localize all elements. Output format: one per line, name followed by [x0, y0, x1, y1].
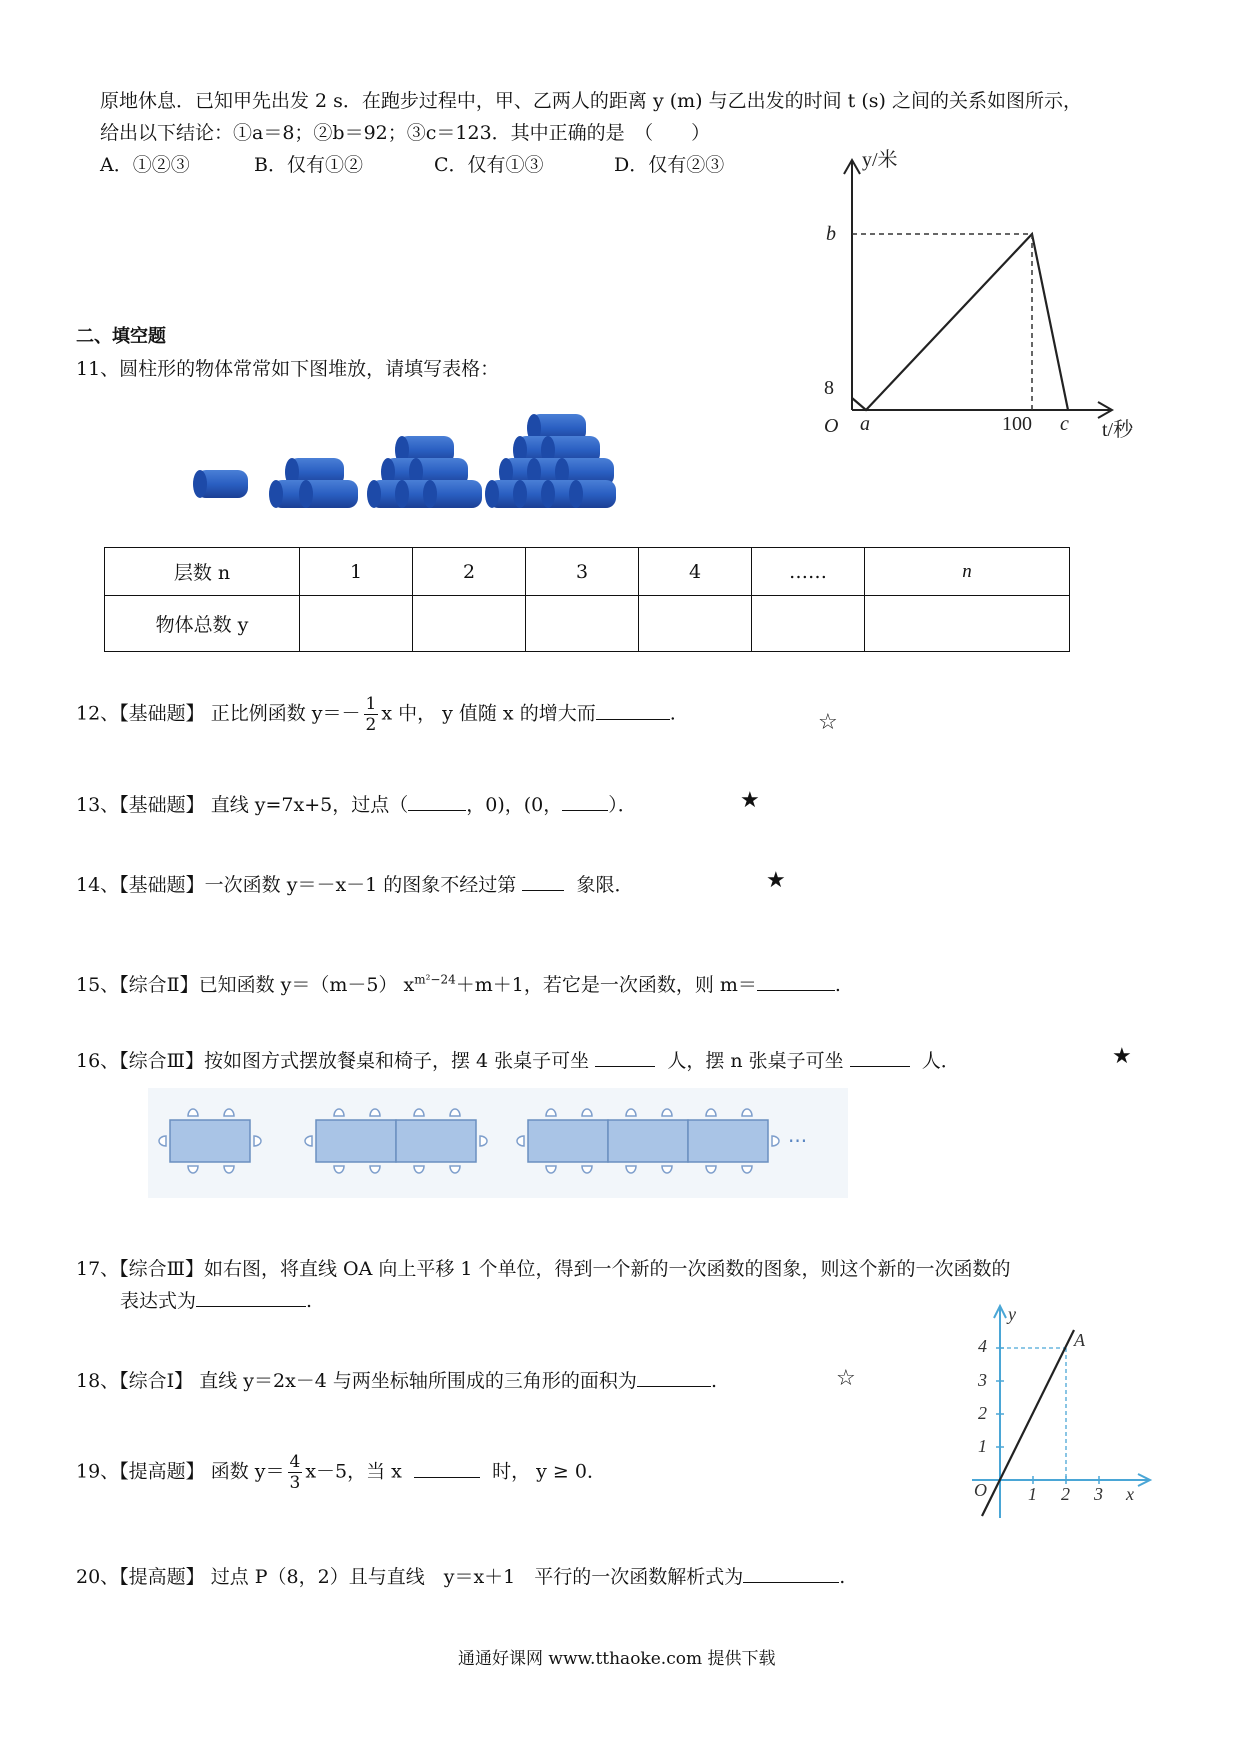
q13-prefix: 13、【基础题】 直线 y=7x+5，过点（ [76, 794, 409, 816]
q15-end: . [834, 974, 841, 996]
q12-suffix: x 中， y 值随 x 的增大而 [381, 702, 596, 725]
q13-mid: ，0)，(0， [466, 794, 563, 816]
graph1-o-label: O [824, 415, 839, 437]
q10-option-a: A．①②③ [100, 154, 190, 176]
graph2-y-label: y [1008, 1304, 1016, 1324]
stack-3 [367, 436, 482, 508]
q11-answer-cell[interactable] [752, 596, 865, 652]
q14-text: 14、【基础题】一次函数 y＝－x－1 的图象不经过第 [76, 874, 517, 896]
graph2-xtick-3: 3 [1094, 1484, 1103, 1504]
q11-text: 11、圆柱形的物体常常如下图堆放，请填写表格： [76, 358, 500, 380]
q15-prefix: 15、【综合Ⅱ】已知函数 y＝（m－5） x [76, 974, 415, 996]
q13 [76, 790, 637, 817]
graph1-b-label: b [826, 223, 836, 245]
q19-answer-blank[interactable] [414, 1459, 480, 1478]
q11-col-2: 2 [413, 548, 526, 596]
table [316, 1120, 396, 1162]
graph2-x-label: x [1126, 1484, 1134, 1504]
table [170, 1120, 250, 1162]
q10-option-c: C．仅有①③ [434, 154, 544, 176]
graph2-ytick-2: 2 [978, 1403, 987, 1423]
q11-col-3: 3 [526, 548, 639, 596]
graph1-line [852, 234, 1068, 410]
table [396, 1120, 476, 1162]
q16-end: 人． [921, 1050, 960, 1072]
q14-difficulty-mark: ★ [766, 868, 786, 893]
q17-line2-text: 表达式为 [120, 1290, 197, 1312]
q14 [76, 870, 633, 897]
q11-row2-header: 物体总数 y [105, 596, 300, 652]
cylinder [193, 470, 248, 498]
q16-difficulty-mark: ★ [1112, 1044, 1132, 1069]
q15-suffix: ＋m＋1，若它是一次函数，则 m＝ [455, 974, 757, 996]
q15-exponent: m²−24 [414, 972, 456, 987]
q17-answer-blank[interactable] [196, 1288, 306, 1307]
q11-row1-header: 层数 n [105, 548, 300, 596]
q18-answer-blank[interactable] [637, 1368, 711, 1387]
q19-suffix: x－5，当 x [305, 1460, 402, 1483]
q15 [76, 970, 841, 997]
graph2-xtick-1: 1 [1028, 1484, 1037, 1504]
graph2-ytick-4: 4 [978, 1336, 987, 1356]
q18 [76, 1366, 717, 1393]
q14-answer-blank[interactable] [522, 872, 564, 891]
q19-num: 4 [289, 1452, 301, 1472]
page-footer: 通通好课网 www.tthaoke.com 提供下载 [458, 1649, 776, 1669]
q11-col-4: 4 [639, 548, 752, 596]
q19 [76, 1452, 606, 1493]
q16-answer-blank-2[interactable] [850, 1048, 910, 1067]
q19-prefix: 19、【提高题】 函数 y＝ [76, 1460, 285, 1483]
q12-num: 1 [365, 694, 377, 714]
q16-answer-blank-1[interactable] [595, 1048, 655, 1067]
q19-den: 3 [289, 1473, 301, 1493]
q12-fraction [364, 694, 379, 735]
q18-difficulty-mark: ☆ [836, 1366, 856, 1391]
q20-end: . [839, 1566, 846, 1588]
line-oa-graph [966, 1300, 1156, 1530]
graph2-xtick-2: 2 [1061, 1484, 1070, 1504]
q11-answer-cell[interactable] [865, 596, 1070, 652]
q11-answer-cell[interactable] [526, 596, 639, 652]
q13-answer-blank-1[interactable] [408, 792, 466, 811]
q12-answer-blank[interactable] [596, 701, 670, 720]
q11-col-ellipsis: …… [752, 548, 865, 596]
graph1-8-label: 8 [824, 377, 834, 399]
q19-mid: 时， y ≥ 0． [492, 1460, 606, 1483]
q11-table [104, 547, 1070, 652]
graph2-ytick-1: 1 [978, 1436, 987, 1456]
graph2-o-label: O [974, 1480, 987, 1500]
q11-col-n: n [865, 548, 1070, 596]
q20-text: 20、【提高题】 过点 P（8，2）且与直线 y＝x＋1 平行的一次函数解析式为 [76, 1566, 744, 1588]
q18-end: . [710, 1370, 717, 1392]
q12-difficulty-mark: ☆ [818, 710, 838, 735]
q20 [76, 1562, 845, 1589]
graph1-y-label: y/米 [862, 149, 898, 171]
q12-den: 2 [365, 715, 377, 735]
graph1-a-label: a [860, 413, 870, 435]
section-title: 二、填空题 [76, 326, 166, 347]
q16 [76, 1046, 960, 1073]
q18-text: 18、【综合Ⅰ】 直线 y＝2x－4 与两坐标轴所围成的三角形的面积为 [76, 1370, 637, 1392]
q17-end: . [306, 1290, 313, 1312]
q13-difficulty-mark: ★ [740, 788, 760, 813]
table [688, 1120, 768, 1162]
stack-2 [269, 458, 358, 508]
q11-answer-cell[interactable] [300, 596, 413, 652]
q14-end: 象限． [576, 874, 634, 896]
q20-answer-blank[interactable] [743, 1564, 839, 1583]
dining-tables-figure [148, 1088, 848, 1198]
q11-col-1: 1 [300, 548, 413, 596]
stack-4 [485, 414, 616, 508]
q12-prefix: 12、【基础题】 正比例函数 y＝－ [76, 702, 361, 725]
graph2-ytick-3: 3 [978, 1370, 987, 1390]
q16-prefix: 16、【综合Ⅲ】按如图方式摆放餐桌和椅子，摆 4 张桌子可坐 [76, 1050, 590, 1072]
table [528, 1120, 608, 1162]
q17-line1: 17、【综合Ⅲ】如右图，将直线 OA 向上平移 1 个单位，得到一个新的一次函数的图象，则这个新的一次函数的 [76, 1258, 1011, 1280]
q13-answer-blank-2[interactable] [562, 792, 608, 811]
table [608, 1120, 688, 1162]
q12-end: . [669, 702, 676, 725]
q16-ellipsis: ··· [788, 1129, 808, 1153]
distance-time-graph [810, 149, 1134, 450]
q11-answer-cell[interactable] [413, 596, 526, 652]
graph1-c-label: c [1060, 413, 1069, 435]
q16-mid: 人，摆 n 张桌子可坐 [667, 1050, 844, 1072]
q12 [76, 694, 676, 735]
q10-line2: 给出以下结论：①a＝8；②b＝92；③c＝123．其中正确的是 （ ） [100, 122, 711, 144]
graph1-100-label: 100 [1002, 413, 1032, 435]
q13-end: ）． [608, 794, 637, 816]
q11-answer-cell[interactable] [639, 596, 752, 652]
q10-option-b: B．仅有①② [254, 154, 363, 176]
q10-line1: 原地休息．已知甲先出发 2 s．在跑步过程中，甲、乙两人的距离 y (m) 与乙出发的时间 t (s) 之间的关系如图所示， [100, 90, 1082, 112]
cylinder-stacks-figure [190, 400, 620, 525]
q19-fraction [288, 1452, 303, 1493]
q17-line2 [120, 1286, 312, 1313]
q10-option-d: D．仅有②③ [614, 154, 725, 176]
q15-answer-blank[interactable] [757, 972, 835, 991]
graph1-x-label: t/秒 [1102, 419, 1134, 441]
graph2-a-label: A [1074, 1330, 1085, 1350]
